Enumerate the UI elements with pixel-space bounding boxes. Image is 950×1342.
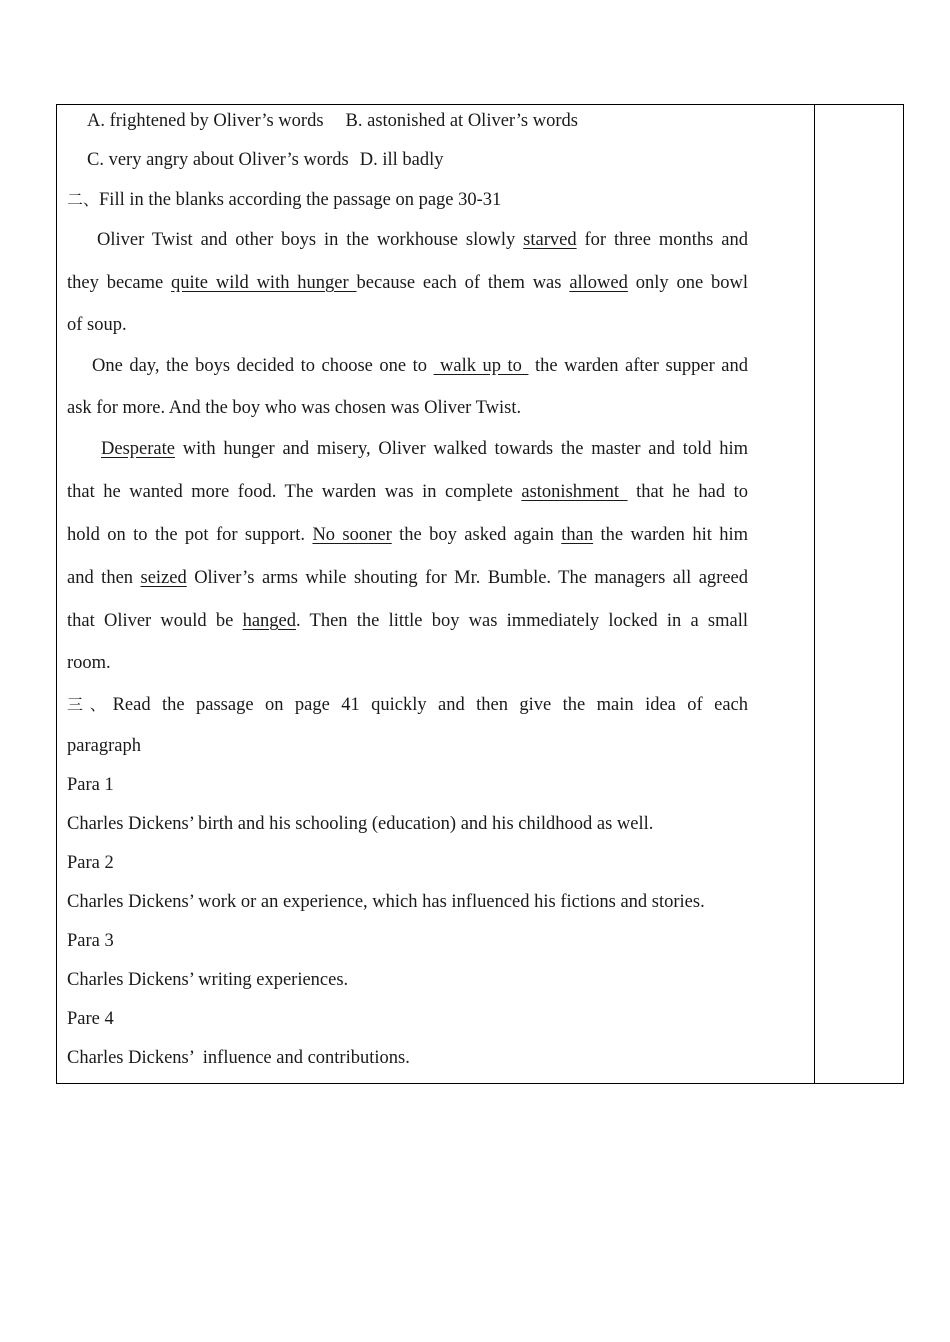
blank-answer: No sooner — [312, 525, 392, 545]
passage-line: that he wanted more food. The warden was in complete astonishment that he had to — [67, 482, 748, 502]
passage-line: ask for more. And the boy who was chosen was Oliver Twist. — [67, 398, 522, 418]
blank-answer: seized — [140, 568, 187, 588]
option-d: D. ill badly — [359, 150, 444, 170]
para-summary: Charles Dickens’ birth and his schooling (education) and his childhood as well. — [67, 814, 654, 834]
passage-line: that Oliver would be hanged. Then the little boy was immediately locked in a small — [67, 611, 748, 631]
option-c: C. very angry about Oliver’s words — [87, 150, 349, 170]
section-3-heading-cont: paragraph — [67, 736, 141, 756]
para-summary: Charles Dickens’ writing experiences. — [67, 970, 349, 990]
blank-answer: Desperate — [101, 439, 175, 459]
notes-column — [815, 105, 903, 1083]
passage-line: and then seized Oliver’s arms while shouting for Mr. Bumble. The managers all agreed — [67, 568, 749, 588]
section-2-marker: 二、 — [67, 190, 100, 209]
options-row-1 — [67, 102, 748, 141]
options-row-2 — [67, 141, 748, 180]
para-summary: Charles Dickens’ influence and contributions. — [67, 1048, 410, 1068]
section-3-title: Read the passage on page 41 quickly and then give the main idea of each — [112, 695, 748, 715]
section-2-title: Fill in the blanks according the passage on page 30-31 — [99, 190, 502, 210]
worksheet-table — [56, 104, 904, 1084]
main-column — [67, 105, 748, 1078]
passage-line: of soup. — [67, 315, 127, 335]
option-b: B. astonished at Oliver’s words — [345, 111, 578, 131]
section-3-heading — [67, 683, 748, 726]
blank-answer: hanged — [242, 611, 297, 631]
passage-line: One day, the boys decided to choose one to walk up to the warden after supper and — [92, 356, 748, 376]
passage-line: room. — [67, 653, 111, 673]
section-3-marker: 三、 — [67, 695, 113, 714]
blank-answer: allowed — [569, 273, 628, 293]
passage-line: they became quite wild with hunger because each of them was allowed only one bowl — [67, 273, 748, 293]
blank-answer: astonishment — [521, 482, 628, 502]
passage-line: hold on to the pot for support. No sooner the boy asked again than the warden hit him — [67, 525, 749, 545]
blank-answer: walk up to — [433, 356, 529, 376]
para-label: Pare 4 — [67, 1009, 114, 1029]
para-label: Para 2 — [67, 853, 114, 873]
blank-answer: quite wild with hunger — [171, 273, 357, 293]
passage-line: Oliver Twist and other boys in the workhouse slowly starved for three months and — [97, 230, 748, 250]
para-label: Para 3 — [67, 931, 114, 951]
para-label: Para 1 — [67, 775, 114, 795]
blank-answer: than — [561, 525, 594, 545]
para-summary: Charles Dickens’ work or an experience, which has influenced his fictions and stories. — [67, 892, 705, 912]
blank-answer: starved — [523, 230, 577, 250]
section-2-heading — [67, 180, 748, 219]
option-a: A. frightened by Oliver’s words — [87, 111, 324, 131]
passage-line: Desperate with hunger and misery, Oliver walked towards the master and told him — [101, 439, 748, 459]
